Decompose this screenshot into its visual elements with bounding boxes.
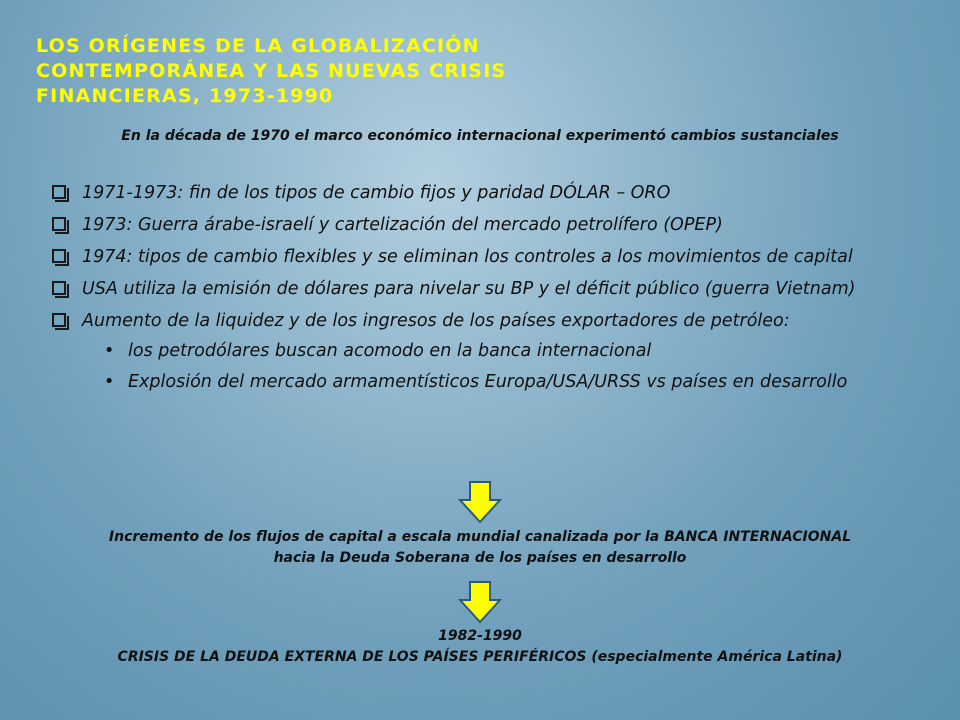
crisis-years: 1982-1990	[438, 628, 522, 644]
slide-title	[36, 34, 596, 109]
conclusion-capital-flows	[0, 527, 960, 569]
title-line-1: LOS ORÍGENES DE LA GLOBALIZACIÓN	[36, 35, 480, 57]
checkbox-square-icon	[52, 281, 66, 295]
bullet-text: Aumento de la liquidez y de los ingresos de los países exportadores de petróleo:	[82, 311, 790, 331]
bullet-text: 1973: Guerra árabe-israelí y cartelización del mercado petrolífero (OPEP)	[82, 215, 723, 235]
down-arrow-icon	[458, 580, 502, 624]
crisis-text: CRISIS DE LA DEUDA EXTERNA DE LOS PAÍSES PERIFÉRICOS (especialmente América Latina)	[117, 649, 843, 665]
conclusion-line-2: hacia la Deuda Soberana de los países en desarrollo	[273, 550, 687, 566]
title-line-3: FINANCIERAS, 1973-1990	[36, 85, 334, 107]
bullet-item-liquidez	[52, 308, 892, 395]
slide-subtitle: En la década de 1970 el marco económico internacional experimentó cambios sustanciales	[121, 128, 839, 144]
conclusion-line-1: Incremento de los flujos de capital a escala mundial canalizada por la BANCA INTERNACIONAL	[108, 529, 852, 545]
sub-bullet-text: los petrodólares buscan acomodo en la banca internacional	[128, 341, 652, 361]
checkbox-square-icon	[52, 185, 66, 199]
checkbox-square-icon	[52, 249, 66, 263]
bullet-item-usa	[52, 276, 892, 302]
title-line-2: CONTEMPORÁNEA Y LAS NUEVAS CRISIS	[36, 60, 507, 82]
sub-bullet-list	[82, 338, 892, 395]
bullet-list	[52, 180, 892, 401]
down-arrow-icon	[458, 480, 502, 524]
conclusion-debt-crisis	[0, 626, 960, 668]
bullet-dot-icon: •	[104, 372, 115, 392]
checkbox-square-icon	[52, 313, 66, 327]
bullet-item-1973	[52, 212, 892, 238]
bullet-text: USA utiliza la emisión de dólares para nivelar su BP y el déficit público (guerra Vietnam)	[82, 279, 856, 299]
bullet-text: 1971-1973: fin de los tipos de cambio fijos y paridad DÓLAR – ORO	[82, 183, 671, 203]
bullet-text: 1974: tipos de cambio flexibles y se eliminan los controles a los movimientos de capital	[82, 247, 853, 267]
bullet-item-1971	[52, 180, 892, 206]
sub-bullet-item	[82, 338, 892, 364]
sub-bullet-item	[82, 369, 892, 395]
bullet-dot-icon: •	[104, 341, 115, 361]
sub-bullet-text: Explosión del mercado armamentísticos Europa/USA/URSS vs países en desarrollo	[128, 372, 848, 392]
bullet-item-1974	[52, 244, 892, 270]
checkbox-square-icon	[52, 217, 66, 231]
